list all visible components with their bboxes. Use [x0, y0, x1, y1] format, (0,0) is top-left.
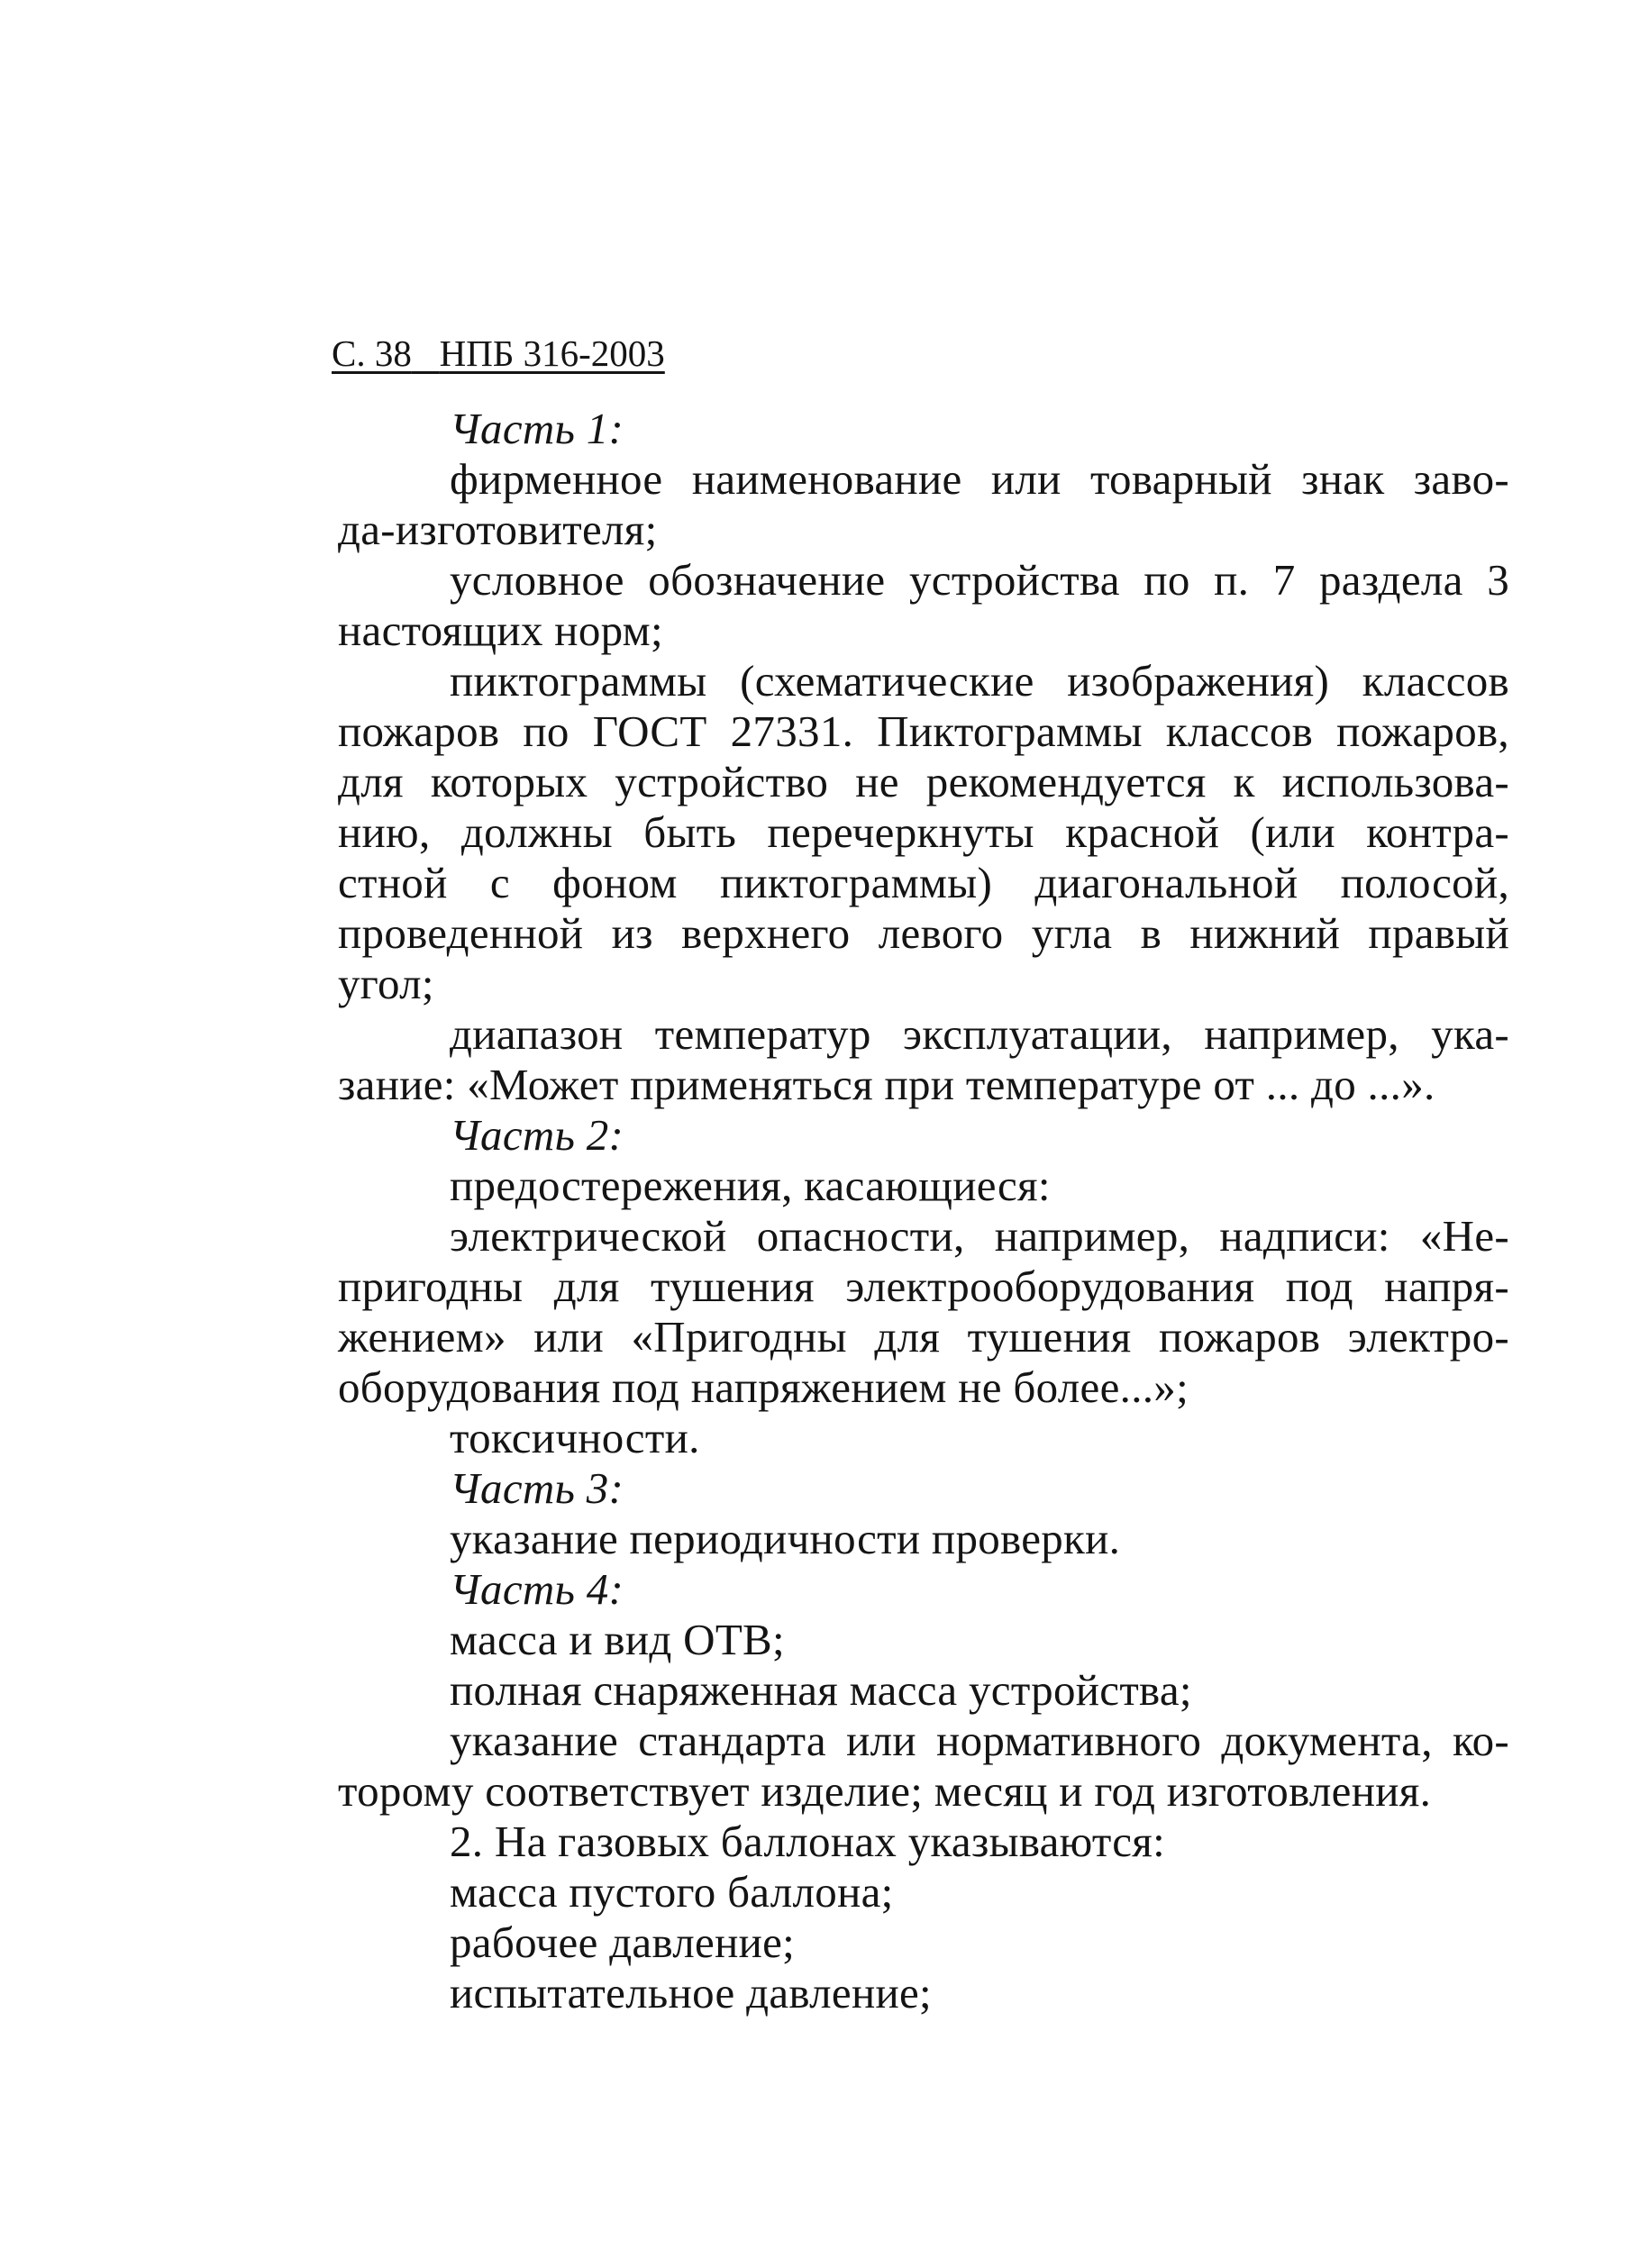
text-line: условное обозначение устройства по п. 7 раздела 3 [450, 555, 1509, 605]
text-line: диапазон температур эксплуатации, например, ука- [450, 1009, 1509, 1059]
text-line: указание периодичности проверки. [450, 1514, 1121, 1563]
text-line: для которых устройство не рекомендуется к использова- [338, 757, 1509, 806]
text-line: масса и вид ОТВ; [450, 1615, 785, 1664]
text-line: угол; [338, 959, 434, 1008]
text-line: пригодны для тушения электрооборудования под напря- [338, 1262, 1509, 1311]
text-line: рабочее давление; [450, 1917, 796, 1967]
text-line: указание стандарта или нормативного документа, ко- [450, 1716, 1509, 1765]
body-text [338, 404, 1509, 2018]
part-2-heading: Часть 2: [450, 1110, 624, 1160]
text-line: электрической опасности, например, надписи: «Не- [450, 1211, 1509, 1261]
text-line: настоящих норм; [338, 606, 663, 655]
part-3-heading: Часть 3: [450, 1463, 624, 1513]
text-line: оборудования под напряжением не более...»; [338, 1362, 1189, 1412]
text-line: полная снаряженная масса устройства; [450, 1665, 1192, 1715]
text-line: нию, должны быть перечеркнуты красной (или контра- [338, 807, 1509, 857]
text-line: да-изготовителя; [338, 505, 658, 554]
text-line: пиктограммы (схематические изображения) классов [450, 656, 1509, 706]
page-number: С. 38 [332, 332, 412, 374]
text-line: торому соответствует изделие; месяц и год изготовления. [338, 1766, 1432, 1816]
text-line: жением» или «Пригодны для тушения пожаров электро- [338, 1312, 1509, 1362]
text-line: фирменное наименование или товарный знак заво- [450, 454, 1509, 504]
text-line: испытательное давление; [450, 1968, 932, 2018]
text-line: токсичности. [450, 1413, 700, 1462]
text-line: предостережения, касающиеся: [450, 1161, 1051, 1210]
document-code: НПБ 316-2003 [439, 332, 665, 374]
text-line: масса пустого баллона; [450, 1867, 894, 1917]
page-header [332, 330, 665, 377]
text-line: зание: «Может применяться при температуре от ... до ...». [338, 1060, 1435, 1109]
text-line: проведенной из верхнего левого угла в нижний правый [338, 908, 1509, 958]
part-1-heading: Часть 1: [450, 404, 624, 453]
text-line: 2. На газовых баллонах указываются: [450, 1817, 1166, 1866]
text-line: пожаров по ГОСТ 27331. Пиктограммы классов пожаров, [338, 706, 1509, 756]
text-line: стной с фоном пиктограммы) диагональной полосой, [338, 858, 1509, 907]
part-4-heading: Часть 4: [450, 1564, 624, 1614]
